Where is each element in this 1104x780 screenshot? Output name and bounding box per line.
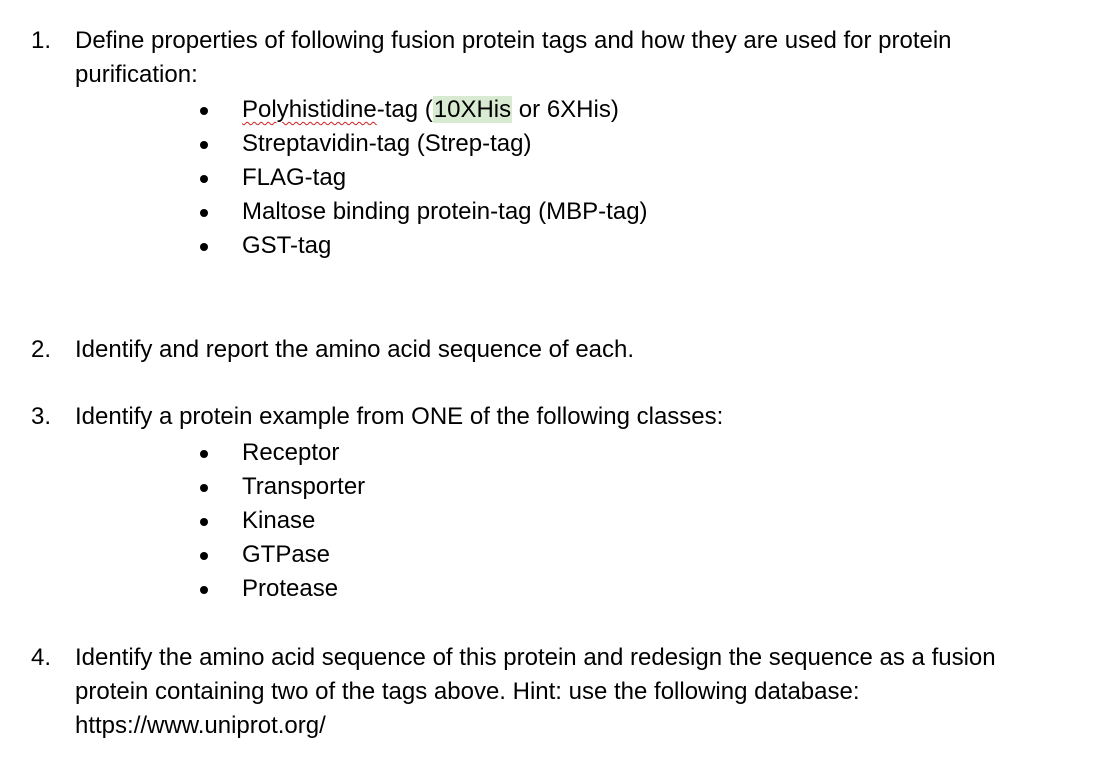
- list-item-text-part: or 6XHis): [512, 96, 619, 123]
- bullet-icon: [200, 484, 208, 492]
- list-item: [0, 538, 1104, 572]
- tag-list: [0, 93, 1104, 263]
- protein-class-list: [0, 436, 1104, 606]
- bullet-icon: [200, 175, 208, 183]
- list-item-text: FLAG-tag: [242, 164, 347, 191]
- list-item: [0, 161, 1104, 195]
- list-item: [0, 229, 1104, 263]
- question-1-text: [75, 24, 1080, 92]
- uniprot-link[interactable]: https://www.uniprot.org/: [75, 712, 326, 739]
- question-4-line-2: protein containing two of the tags above. Hint: use the following database:: [75, 678, 860, 705]
- question-2-text: [75, 333, 1080, 367]
- question-1-number: 1.: [31, 27, 52, 54]
- list-item: [0, 195, 1104, 229]
- question-2-number: 2.: [31, 336, 52, 363]
- list-item: [0, 572, 1104, 606]
- question-1-line-1: Define properties of following fusion protein tags and how they are used for protein: [75, 27, 952, 54]
- question-3-number: 3.: [31, 403, 52, 430]
- list-item-text: Transporter: [242, 473, 366, 500]
- question-3-line-1: Identify a protein example from ONE of the following classes:: [75, 403, 724, 430]
- list-item: [0, 504, 1104, 538]
- question-3-text: [75, 400, 1080, 434]
- list-item-text: GTPase: [242, 541, 331, 568]
- list-item-text: Kinase: [242, 507, 316, 534]
- bullet-icon: [200, 586, 208, 594]
- list-item-text: Receptor: [242, 439, 340, 466]
- bullet-icon: [200, 552, 208, 560]
- bullet-icon: [200, 209, 208, 217]
- list-item-text: Protease: [242, 575, 339, 602]
- list-item: [0, 436, 1104, 470]
- list-item: [0, 127, 1104, 161]
- question-4-line-1: Identify the amino acid sequence of this protein and redesign the sequence as a fusion: [75, 644, 996, 671]
- spellcheck-word[interactable]: Polyhistidine: [242, 96, 377, 123]
- list-item-text: [242, 93, 619, 127]
- question-4-number: 4.: [31, 644, 52, 671]
- highlighted-text: 10XHis: [433, 96, 512, 123]
- question-4-text: [75, 641, 1080, 743]
- list-item: [0, 93, 1104, 127]
- list-item-text: Maltose binding protein-tag (MBP-tag): [242, 198, 648, 225]
- list-item-text: Streptavidin-tag (Strep-tag): [242, 130, 532, 157]
- bullet-icon: [200, 141, 208, 149]
- question-2-line-1: Identify and report the amino acid sequence of each.: [75, 336, 635, 363]
- bullet-icon: [200, 450, 208, 458]
- list-item-text: GST-tag: [242, 232, 332, 259]
- question-1-line-2: purification:: [75, 61, 198, 88]
- bullet-icon: [200, 243, 208, 251]
- list-item: [0, 470, 1104, 504]
- bullet-icon: [200, 107, 208, 115]
- bullet-icon: [200, 518, 208, 526]
- list-item-text-part: -tag (: [376, 96, 433, 123]
